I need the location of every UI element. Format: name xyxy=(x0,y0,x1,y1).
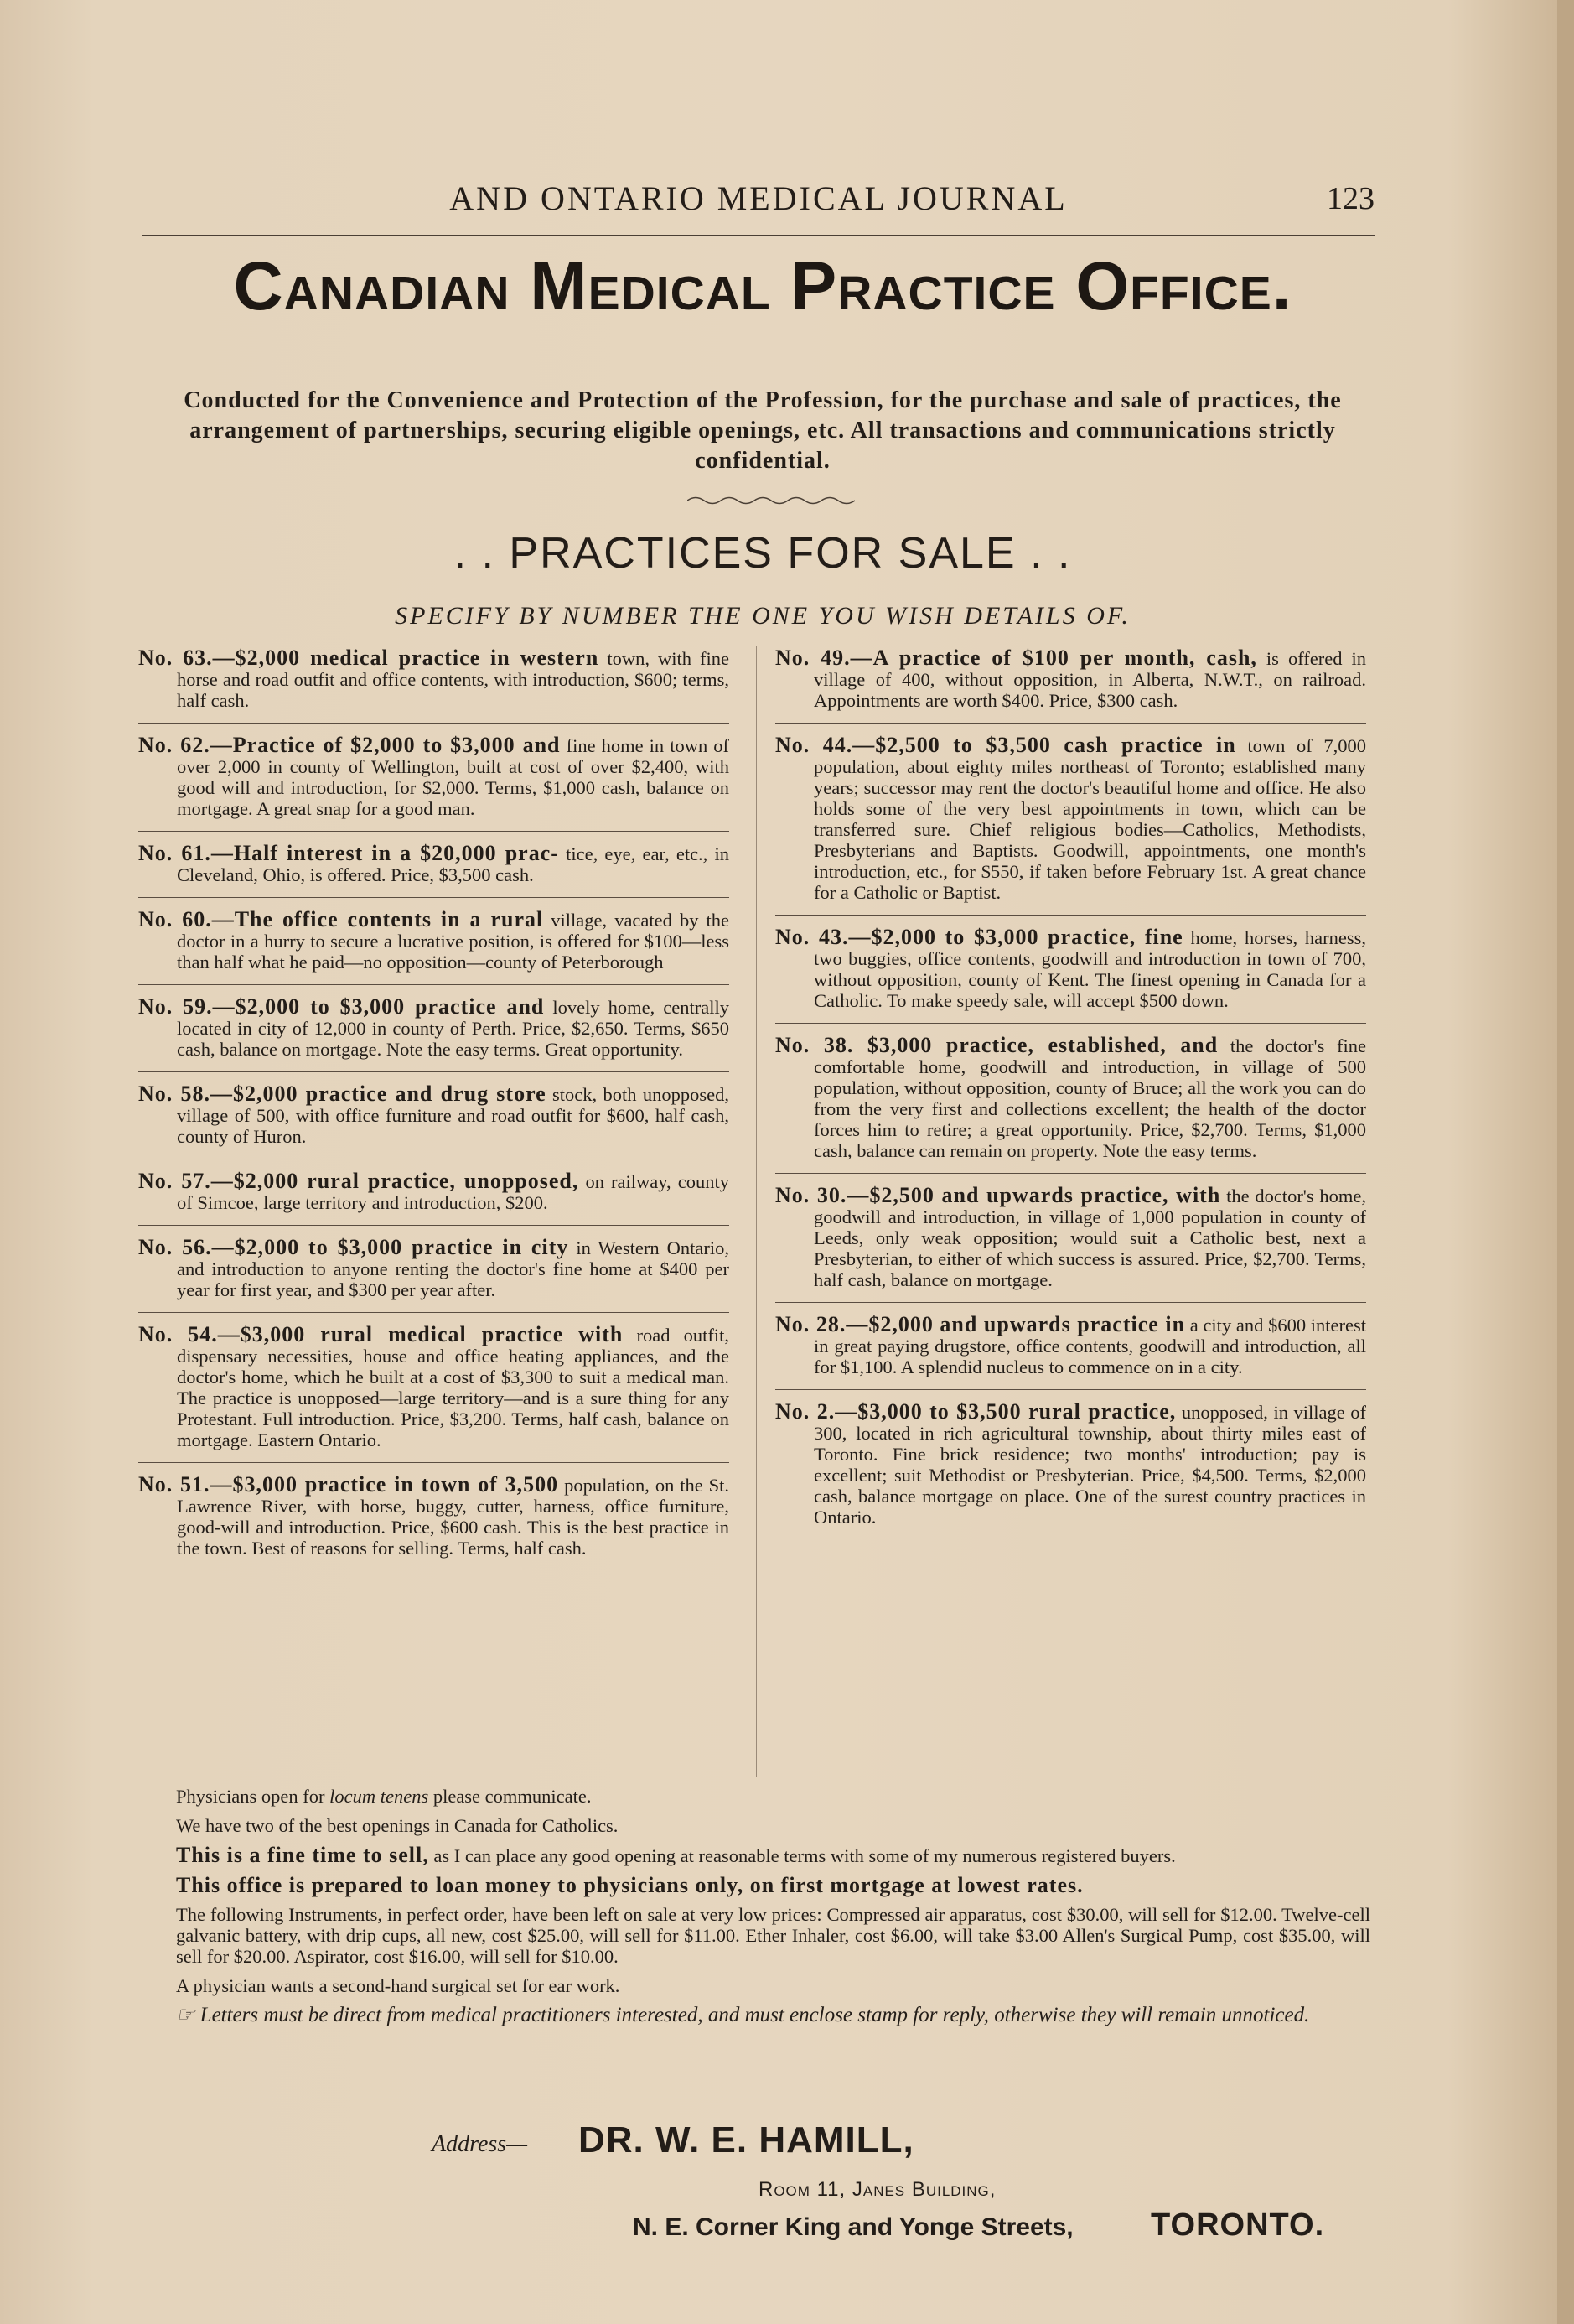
locum-text-end: please communicate. xyxy=(428,1786,592,1807)
listing-divider xyxy=(775,915,1366,916)
column-divider xyxy=(756,646,757,1777)
running-title: AND ONTARIO MEDICAL JOURNAL xyxy=(449,179,1068,217)
listing-44 xyxy=(775,734,1366,903)
listing-divider xyxy=(138,1071,729,1072)
sell-lead: This is a fine time to sell, xyxy=(176,1843,429,1867)
listing-lead: No. 62.—Practice of $2,000 to $3,000 and xyxy=(138,733,561,757)
listing-body: population, on the St. Lawrence River, with horse, buggy, cutter, harness, office furniture, good-will and introduction. Price, $600 cash. This is the best practice in the town. Best of reasons for selling. Terms, half cash. xyxy=(177,1475,730,1559)
listing-body: town, with fine horse and road outfit and office contents, with introduction, $600; terms, half cash. xyxy=(177,648,730,711)
listing-60 xyxy=(138,909,729,973)
listing-lead: No. 38. $3,000 practice, established, and xyxy=(775,1033,1219,1057)
listing-lead: No. 57.—$2,000 rural practice, unopposed, xyxy=(138,1169,579,1193)
page-number: 123 xyxy=(1327,181,1375,216)
listing-body: is offered in village of 400, without opposition, in Alberta, N.W.T., on railroad. Appointments are worth $400. Price, $300 cash. xyxy=(814,648,1366,711)
letters-notice: ☞ Letters must be direct from medical practitioners interested, and must enclose stamp for reply, otherwise they will remain unnoticed. xyxy=(176,2004,1310,2026)
listing-63 xyxy=(138,647,729,711)
listing-lead: No. 60.—The office contents in a rural xyxy=(138,907,544,931)
subtitle: Conducted for the Convenience and Protection of the Profession, for the purchase and sale of practices, the arrangement of partnerships, securing eligible openings, etc. All transactions and communications strictly confidential. xyxy=(184,387,1342,474)
right-column xyxy=(775,647,1366,1539)
listing-divider xyxy=(138,984,729,985)
listing-lead: No. 28.—$2,000 and upwards practice in xyxy=(775,1312,1186,1336)
address-street: N. E. Corner King and Yonge Streets, xyxy=(633,2213,1074,2241)
listing-lead: No. 49.—A practice of $100 per month, cash, xyxy=(775,646,1257,670)
listing-57 xyxy=(138,1170,729,1213)
catholics-notice: We have two of the best openings in Canada for Catholics. xyxy=(176,1815,619,1836)
address-name: DR. W. E. HAMILL, xyxy=(578,2119,914,2161)
specify-instruction: SPECIFY BY NUMBER THE ONE YOU WISH DETAILS OF. xyxy=(395,602,1131,630)
loan-notice: This office is prepared to loan money to physicians only, on first mortgage at lowest rates. xyxy=(176,1873,1084,1897)
listing-lead: No. 63.—$2,000 medical practice in western xyxy=(138,646,599,670)
listing-body: a city and $600 interest in great paying drugstore, office contents, goodwill and introduction, all for $1,100. A splendid nucleus to commence on in a city. xyxy=(814,1315,1366,1377)
left-column xyxy=(138,647,729,1570)
listing-body: road outfit, dispensary necessities, house and office heating appliances, and the doctor's home, which he built at a cost of $3,300 to suit a medical man. The practice is unopposed—large territory—and is a sure thing for any Protestant. Full introduction. Price, $3,200. Terms, half cash, balance on mortgage. Eastern Ontario. xyxy=(177,1325,730,1450)
listing-lead: No. 56.—$2,000 to $3,000 practice in city xyxy=(138,1235,569,1259)
header-rule xyxy=(142,235,1375,236)
locum-text: Physicians open for xyxy=(176,1786,330,1807)
listing-divider xyxy=(775,723,1366,724)
instruments-notice: The following Instruments, in perfect order, have been left on sale at very low prices: Compressed air apparatus, cost $30.00, will sell for $12.00. Twelve-cell galvanic battery, with drip cups, all new, cost $25.00, will sell for $11.00. Ether Inhaler, cost $6.00, will take $3.00 Allen's Surgical Pump, cost $35.00, will sell for $20.00. Aspirator, cost $16.00, will sell for $10.00. xyxy=(176,1904,1370,1967)
section-heading: . . PRACTICES FOR SALE . . xyxy=(453,529,1072,578)
listing-lead: No. 43.—$2,000 to $3,000 practice, fine xyxy=(775,925,1183,949)
listing-56 xyxy=(138,1237,729,1300)
listing-divider xyxy=(138,1312,729,1313)
page-title: Canadian Medical Practice Office. xyxy=(233,248,1292,324)
listing-38 xyxy=(775,1035,1366,1161)
locum-tenens-notice xyxy=(138,1786,1370,1807)
listing-body: the doctor's fine comfortable home, goodwill and introduction, in village of 500 population, without opposition, county of Bruce; all the work you can do from the very first and collections excellent; the health of the doctor forces him to retire; a great opportunity. Price, $2,700. Terms, $1,000 cash, balance can remain on property. Note the easy terms. xyxy=(814,1035,1367,1161)
listing-divider xyxy=(138,831,729,832)
address-label: Address— xyxy=(432,2131,528,2157)
listing-lead: No. 30.—$2,500 and upwards practice, with xyxy=(775,1183,1221,1207)
surgical-set-notice: A physician wants a second-hand surgical set for ear work. xyxy=(176,1975,620,1996)
listing-62 xyxy=(138,734,729,819)
listing-43 xyxy=(775,926,1366,1011)
listing-body: lovely home, centrally located in city of 12,000 in county of Perth. Price, $2,650. Terms, $650 cash, balance on mortgage. Note the easy terms. Great opportunity. xyxy=(177,997,729,1060)
sell-notice xyxy=(138,1844,1370,1866)
listing-body: village, vacated by the doctor in a hurry to secure a lucrative position, is offered for $100—less than half what he paid—no opposition—county of Peterborough xyxy=(177,910,729,973)
listing-divider xyxy=(138,1462,729,1463)
listing-lead: No. 2.—$3,000 to $3,500 rural practice, xyxy=(775,1399,1177,1424)
listing-divider xyxy=(138,897,729,898)
address-block xyxy=(138,2113,1370,2280)
listing-59 xyxy=(138,996,729,1060)
listing-61 xyxy=(138,843,729,885)
listing-lead: No. 51.—$3,000 practice in town of 3,500 xyxy=(138,1472,559,1497)
listing-divider xyxy=(775,1173,1366,1174)
address-city: TORONTO. xyxy=(1151,2207,1325,2243)
listing-58 xyxy=(138,1083,729,1147)
listing-2 xyxy=(775,1401,1366,1528)
listing-lead: No. 61.—Half interest in a $20,000 prac- xyxy=(138,841,559,865)
decorative-wave-divider xyxy=(687,495,855,506)
listing-body: home, horses, harness, two buggies, office contents, goodwill and introduction in town of 700, without opposition, county of Kent. The finest opening in Canada for a Catholic. To make speedy sale, will accept $500 down. xyxy=(814,927,1366,1011)
listing-49 xyxy=(775,647,1366,711)
listing-lead: No. 59.—$2,000 to $3,000 practice and xyxy=(138,994,545,1019)
listing-body: stock, both unopposed, village of 500, with office furniture and road outfit for $600, half cash, county of Huron. xyxy=(177,1084,729,1147)
sell-body: as I can place any good opening at reasonable terms with some of my numerous registered buyers. xyxy=(433,1845,1176,1866)
listing-body: fine home in town of over 2,000 in county of Wellington, built at cost of over $2,400, with good will and introduction, for $2,000. Terms, $1,000 cash, balance on mortgage. A great snap for a good man. xyxy=(177,735,730,819)
listing-lead: No. 58.—$2,000 practice and drug store xyxy=(138,1082,546,1106)
listing-divider xyxy=(775,1302,1366,1303)
page-edge xyxy=(1557,0,1574,2324)
address-room: Room 11, Janes Building, xyxy=(759,2178,997,2201)
listing-lead: No. 54.—$3,000 rural medical practice with xyxy=(138,1322,624,1346)
listing-divider xyxy=(138,723,729,724)
listing-divider xyxy=(138,1225,729,1226)
listing-body: on railway, county of Simcoe, large territory and introduction, $200. xyxy=(177,1171,730,1213)
listing-54 xyxy=(138,1324,729,1450)
listing-body: unopposed, in village of 300, located in rich agricultural township, about thirty miles east of Toronto. Fine brick residence; two months' introduction; pay is excellent; suit Methodist or Presbyterian. Price, $4,500. Terms, $2,000 cash, balance mortgage on place. One of the surest country practices in Ontario. xyxy=(814,1402,1367,1528)
notices-block xyxy=(138,1786,1370,2034)
locum-term: locum tenens xyxy=(329,1786,429,1807)
listing-body: in Western Ontario, and introduction to anyone renting the doctor's fine home at $400 per year for first year, and $300 per year after. xyxy=(177,1237,730,1300)
listing-51 xyxy=(138,1474,729,1559)
listing-lead: No. 44.—$2,500 to $3,500 cash practice in xyxy=(775,733,1236,757)
listing-body: tice, eye, ear, etc., in Cleveland, Ohio, is offered. Price, $3,500 cash. xyxy=(177,843,729,885)
listing-body: the doctor's home, goodwill and introduction, in village of 1,000 population in county of Leeds, only weak opposition; would suit a Catholic best, next a Presbyterian, to either of which success is assured. Price, $2,700. Terms, half cash, balance on mortgage. xyxy=(814,1185,1366,1290)
listing-30 xyxy=(775,1185,1366,1290)
listing-divider xyxy=(775,1389,1366,1390)
page-header xyxy=(142,172,1375,222)
listing-28 xyxy=(775,1314,1366,1377)
listing-divider xyxy=(775,1023,1366,1024)
listing-body: town of 7,000 population, about eighty miles northeast of Toronto; established many years; successor may rent the doctor's beautiful home and office. He also holds some of the very best appointments in town, which can be transferred sure. Chief religious bodies—Catholics, Methodists, Presbyterians and Baptists. Goodwill, appointments, one month's introduction, etc., for $550, if taken before February 1st. A great chance for a Catholic or Baptist. xyxy=(814,735,1366,903)
